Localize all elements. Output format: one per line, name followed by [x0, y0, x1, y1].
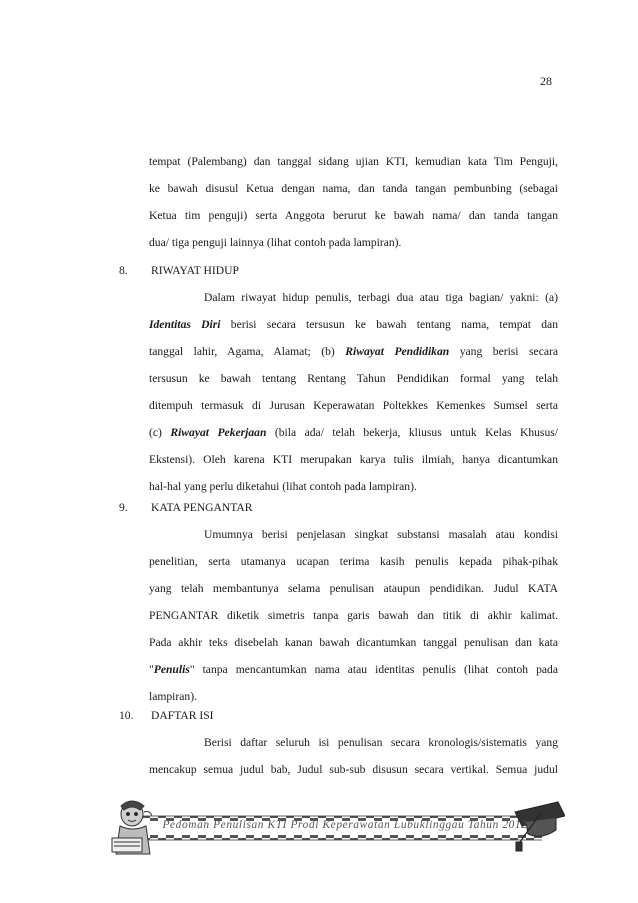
text-line: lampiran).: [149, 690, 197, 703]
section-title: KATA PENGANTAR: [151, 501, 253, 514]
section-kata-pengantar: [120, 494, 558, 710]
text-line: mencakup semua judul bab, Judul sub-sub disusun secara vertikal. Semua judul: [149, 763, 558, 776]
text-line: penelitian, serta utamanya ucapan terima kasih penulis kepada pihak-pihak: [149, 555, 558, 568]
text-line: yang telah membantunya selama penulisan ataupun pendidikan. Judul KATA: [149, 582, 558, 595]
text-line: tempat (Palembang) dan tanggal sidang ujian KTI, kemudian kata Tim Penguji,: [149, 155, 558, 168]
section-number: 10.: [119, 709, 134, 722]
text-line: ke bawah disusul Ketua dengan nama, dan tanda tangan pembunbing (sebagai: [149, 182, 558, 195]
text-line: "Penulis" tanpa mencantumkan nama atau identitas penulis (lihat contoh pada: [149, 663, 558, 676]
text-line: ditempuh termasuk di Jurusan Keperawatan Poltekkes Kemenkes Sumsel serta: [149, 399, 558, 412]
emphasis: Identitas Diri: [149, 318, 221, 331]
text-line: PENGANTAR diketik simetris tanpa garis bawah dan titik di akhir kalimat.: [149, 609, 558, 622]
text-line: tanggal lahir, Agama, Alamat; (b) Riwayat Pendidikan yang berisi secara: [149, 345, 558, 358]
text-line: Dalam riwayat hidup penulis, terbagi dua atau tiga bagian/ yakni: (a): [204, 291, 558, 304]
text-line: dua/ tiga penguji lainnya (lihat contoh pada lampiran).: [149, 236, 402, 249]
emphasis: Riwayat Pendidikan: [345, 345, 450, 358]
footer-text: Pedoman Penulisan KTI Prodi Keperawatan Lubuklinggau Tahun 2012: [162, 819, 528, 831]
text-line: (c) Riwayat Pekerjaan (bila ada/ telah bekerja, kliusus untuk Kelas Khusus/: [149, 426, 558, 439]
text-line: tersusun ke bawah tentang Rentang Tahun Pendidikan formal yang telah: [149, 372, 558, 385]
section-heading: [119, 494, 558, 521]
section-number: 9.: [119, 501, 128, 514]
section-riwayat-hidup: [120, 257, 558, 500]
footer-banner: [110, 798, 565, 870]
section-heading: [119, 702, 558, 729]
section-daftar-isi: [120, 702, 558, 783]
text-line: Umumnya berisi penjelasan singkat substansi masalah atau kondisi: [204, 528, 558, 541]
student-illustration: [112, 801, 152, 854]
text-line: Ketua tim penguji) serta Anggota berurut ke bawah nama/ dan tanda tangan: [149, 209, 558, 222]
footer-decoration: [110, 798, 565, 870]
page-number: 28: [540, 74, 552, 88]
section-title: DAFTAR ISI: [151, 709, 214, 722]
emphasis: Penulis: [153, 663, 190, 676]
section-title: RIWAYAT HIDUP: [151, 264, 239, 277]
text-line: hal-hal yang perlu diketahui (lihat contoh pada lampiran).: [149, 480, 417, 493]
emphasis: Riwayat Pekerjaan: [170, 426, 267, 439]
text-line: Identitas Diri berisi secara tersusun ke bawah tentang nama, tempat dan: [149, 318, 558, 331]
section-number: 8.: [119, 264, 128, 277]
continuation-paragraph: [120, 148, 558, 256]
text-line: Berisi daftar seluruh isi penulisan secara kronologis/sistematis yang: [204, 736, 558, 749]
text-line: Ekstensi). Oleh karena KTI merupakan karya tulis ilmiah, hanya dicantumkan: [149, 453, 558, 466]
text-line: Pada akhir teks disebelah kanan bawah dicantumkan tanggal penulisan dan kata: [149, 636, 558, 649]
section-heading: [119, 257, 558, 284]
